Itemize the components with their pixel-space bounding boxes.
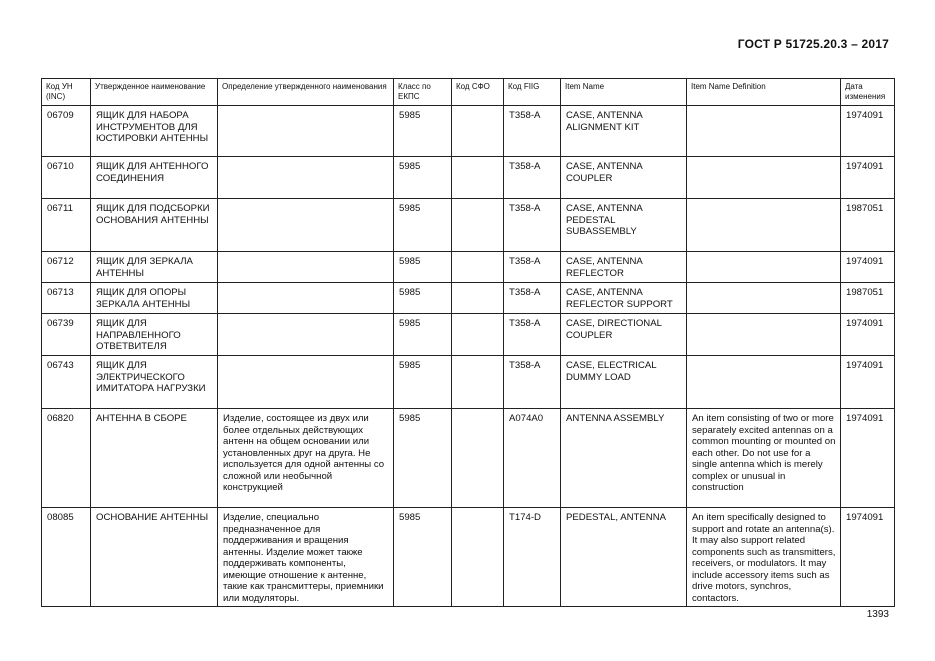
cell-name-ru: ЯЩИК ДЛЯ ОПОРЫ ЗЕРКАЛА АНТЕННЫ <box>91 283 218 314</box>
cell-item-name: CASE, ANTENNA REFLECTOR SUPPORT <box>561 283 687 314</box>
cell-date: 1974091 <box>841 508 895 607</box>
cell-def-ru <box>218 314 394 356</box>
cell-item-name: CASE, ANTENNA COUPLER <box>561 157 687 199</box>
table-row <box>42 314 895 356</box>
cell-item-def <box>687 157 841 199</box>
cell-fiig: T358-A <box>504 314 561 356</box>
cell-def-ru <box>218 252 394 283</box>
cell-date: 1974091 <box>841 157 895 199</box>
table-row <box>42 199 895 252</box>
cell-def-ru <box>218 356 394 409</box>
cell-item-name: CASE, ANTENNA ALIGNMENT KIT <box>561 106 687 157</box>
cell-item-def <box>687 106 841 157</box>
column-header-fiig: Код FIIG <box>504 79 561 106</box>
cell-inc: 06743 <box>42 356 91 409</box>
cell-sfo <box>452 252 504 283</box>
cell-fiig: T358-A <box>504 157 561 199</box>
cell-item-name: CASE, ELECTRICAL DUMMY LOAD <box>561 356 687 409</box>
cell-def-ru <box>218 283 394 314</box>
cell-item-def <box>687 356 841 409</box>
cell-date: 1987051 <box>841 199 895 252</box>
header-row <box>42 79 895 106</box>
table-row <box>42 157 895 199</box>
cell-fiig: T358-A <box>504 106 561 157</box>
cell-inc: 06709 <box>42 106 91 157</box>
cell-fiig: T174-D <box>504 508 561 607</box>
page-number: 1393 <box>866 609 889 620</box>
cell-ekps: 5985 <box>394 314 452 356</box>
cell-sfo <box>452 157 504 199</box>
cell-def-ru <box>218 106 394 157</box>
column-header-inc: Код УН (INC) <box>42 79 91 106</box>
cell-item-name: CASE, ANTENNA REFLECTOR <box>561 252 687 283</box>
cell-name-ru: АНТЕННА В СБОРЕ <box>91 409 218 508</box>
cell-item-name: PEDESTAL, ANTENNA <box>561 508 687 607</box>
cell-fiig: A074A0 <box>504 409 561 508</box>
table-row <box>42 409 895 508</box>
cell-item-name: CASE, ANTENNA PEDESTAL SUBASSEMBLY <box>561 199 687 252</box>
cell-ekps: 5985 <box>394 409 452 508</box>
cell-name-ru: ОСНОВАНИЕ АНТЕННЫ <box>91 508 218 607</box>
cell-date: 1987051 <box>841 283 895 314</box>
cell-item-def: An item specifically designed to support and rotate an antenna(s). It may also support related components such as transmitters, receivers, or modulators. It may include accessory items such as drive motors, synchros, contactors. <box>687 508 841 607</box>
cell-ekps: 5985 <box>394 157 452 199</box>
table-row <box>42 508 895 607</box>
cell-item-name: ANTENNA ASSEMBLY <box>561 409 687 508</box>
cell-sfo <box>452 106 504 157</box>
cell-ekps: 5985 <box>394 252 452 283</box>
cell-item-def: An item consisting of two or more separately excited antennas on a common mounting or mounted on each other. Do not use for a single antenna which is merely complex or unusual in construction <box>687 409 841 508</box>
column-header-name-ru: Утвержденное наименование <box>91 79 218 106</box>
cell-sfo <box>452 508 504 607</box>
cell-inc: 06820 <box>42 409 91 508</box>
cell-ekps: 5985 <box>394 508 452 607</box>
table-row <box>42 106 895 157</box>
cell-item-def <box>687 283 841 314</box>
cell-sfo <box>452 409 504 508</box>
cell-date: 1974091 <box>841 356 895 409</box>
cell-inc: 08085 <box>42 508 91 607</box>
table-row <box>42 356 895 409</box>
cell-def-ru <box>218 199 394 252</box>
cell-date: 1974091 <box>841 252 895 283</box>
cell-date: 1974091 <box>841 314 895 356</box>
cell-def-ru <box>218 157 394 199</box>
cell-ekps: 5985 <box>394 106 452 157</box>
cell-ekps: 5985 <box>394 356 452 409</box>
cell-name-ru: ЯЩИК ДЛЯ НАБОРА ИНСТРУМЕНТОВ ДЛЯ ЮСТИРОВКИ АНТЕННЫ <box>91 106 218 157</box>
cell-name-ru: ЯЩИК ДЛЯ ЭЛЕКТРИЧЕСКОГО ИМИТАТОРА НАГРУЗКИ <box>91 356 218 409</box>
cell-inc: 06711 <box>42 199 91 252</box>
cell-name-ru: ЯЩИК ДЛЯ АНТЕННОГО СОЕДИНЕНИЯ <box>91 157 218 199</box>
cell-date: 1974091 <box>841 409 895 508</box>
cell-sfo <box>452 283 504 314</box>
column-header-item-name: Item Name <box>561 79 687 106</box>
cell-ekps: 5985 <box>394 199 452 252</box>
cell-name-ru: ЯЩИК ДЛЯ НАПРАВЛЕННОГО ОТВЕТВИТЕЛЯ <box>91 314 218 356</box>
cell-sfo <box>452 314 504 356</box>
cell-name-ru: ЯЩИК ДЛЯ ЗЕРКАЛА АНТЕННЫ <box>91 252 218 283</box>
cell-inc: 06710 <box>42 157 91 199</box>
document-code: ГОСТ Р 51725.20.3 – 2017 <box>737 37 889 51</box>
cell-sfo <box>452 199 504 252</box>
cell-item-def <box>687 252 841 283</box>
column-header-item-def: Item Name Definition <box>687 79 841 106</box>
cell-def-ru: Изделие, специально предназначенное для поддерживания и вращения антенны. Изделие может также поддерживать компоненты, имеющие отношение к антенне, такие как трансмиттеры, приемники или модуляторы. <box>218 508 394 607</box>
cell-inc: 06713 <box>42 283 91 314</box>
cell-fiig: T358-A <box>504 283 561 314</box>
cell-ekps: 5985 <box>394 283 452 314</box>
column-header-ekps: Класс по ЕКПС <box>394 79 452 106</box>
table-row <box>42 283 895 314</box>
column-header-date: Дата изменения <box>841 79 895 106</box>
cell-item-def <box>687 199 841 252</box>
table-row <box>42 252 895 283</box>
cell-def-ru: Изделие, состоящее из двух или более отдельных действующих антенн на общем основании или установленных друг на друга. Не используется для одной антенны со сложной или необычной конструкцией <box>218 409 394 508</box>
cell-sfo <box>452 356 504 409</box>
nomenclature-table <box>41 78 895 607</box>
cell-fiig: T358-A <box>504 356 561 409</box>
cell-name-ru: ЯЩИК ДЛЯ ПОДСБОРКИ ОСНОВАНИЯ АНТЕННЫ <box>91 199 218 252</box>
table-body <box>42 106 895 607</box>
column-header-def-ru: Определение утвержденного наименования <box>218 79 394 106</box>
cell-item-name: CASE, DIRECTIONAL COUPLER <box>561 314 687 356</box>
cell-inc: 06712 <box>42 252 91 283</box>
table-header <box>42 79 895 106</box>
cell-fiig: T358-A <box>504 199 561 252</box>
cell-inc: 06739 <box>42 314 91 356</box>
cell-item-def <box>687 314 841 356</box>
cell-fiig: T358-A <box>504 252 561 283</box>
cell-date: 1974091 <box>841 106 895 157</box>
column-header-sfo: Код СФО <box>452 79 504 106</box>
